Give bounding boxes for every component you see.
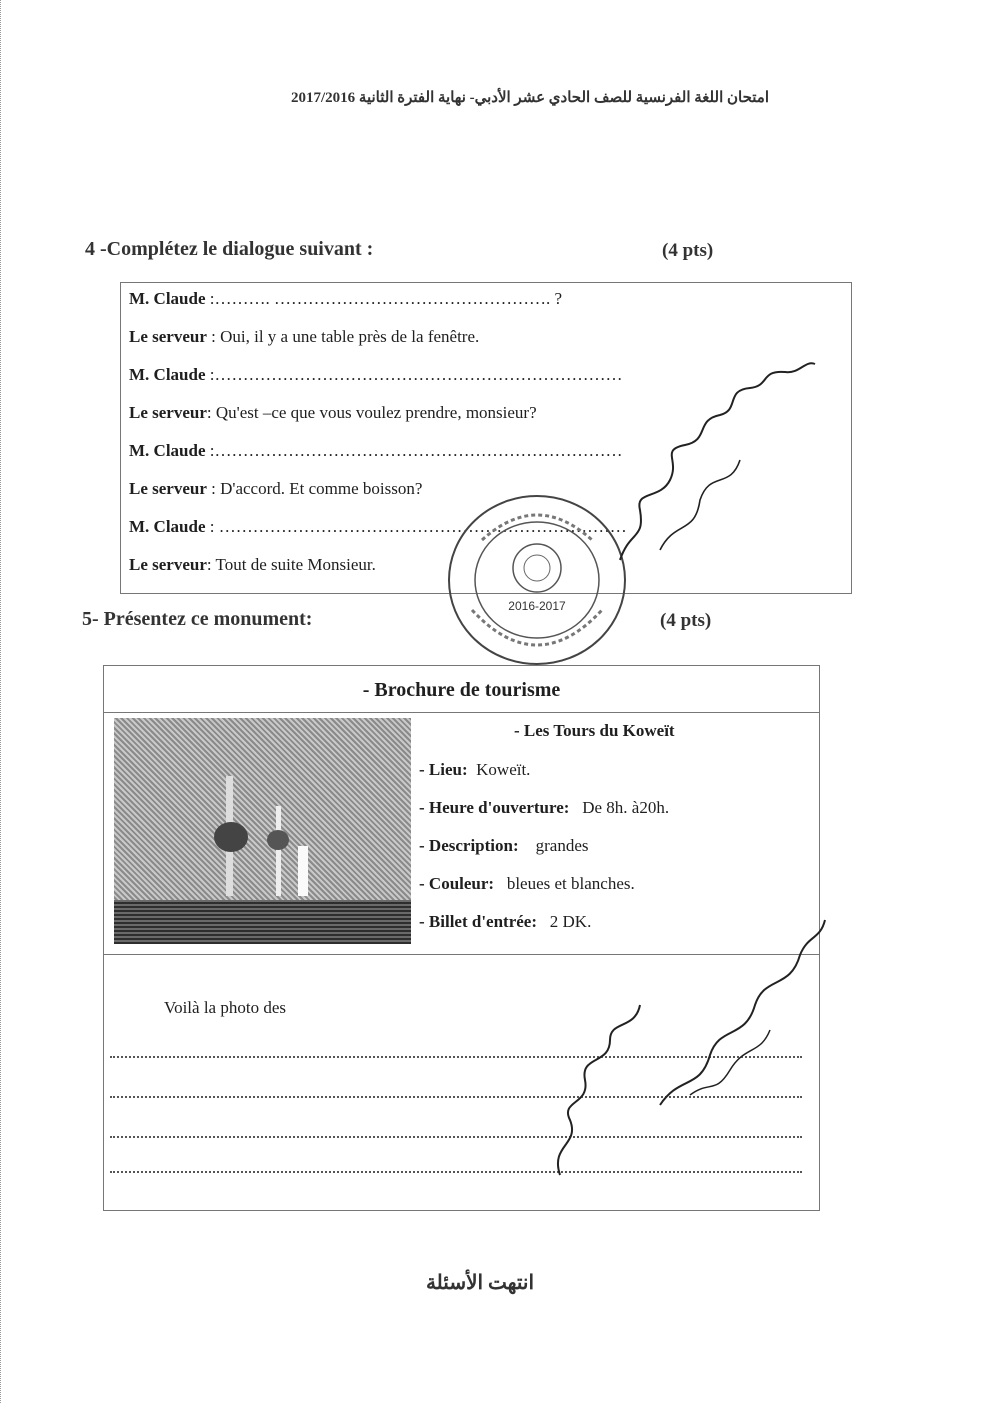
detail-value: 2 DK. (549, 912, 592, 931)
dialogue-text: :……………………………………………………………… (205, 441, 623, 460)
brochure-title: - Brochure de tourisme (104, 666, 819, 713)
dialogue-text: : Qu'est –ce que vous voulez prendre, monsieur? (206, 403, 537, 422)
dialogue-line (129, 365, 622, 385)
speaker: Le serveur (129, 479, 207, 498)
dialogue-line (129, 479, 422, 499)
dialogue-text: :………. …………………………………………. ? (205, 289, 563, 308)
speaker: M. Claude (129, 289, 206, 308)
dialogue-text: : Tout de suite Monsieur. (206, 555, 376, 574)
handwritten-signature (540, 905, 840, 1195)
detail-label: - Description: (419, 836, 519, 855)
detail-line (419, 836, 589, 856)
question-4-title: 4 -Complétez le dialogue suivant : (85, 238, 374, 260)
dialogue-line (129, 403, 537, 423)
speaker: M. Claude (129, 365, 206, 384)
tower-sphere (267, 830, 289, 850)
dialogue-text: : Oui, il y a une table près de la fenêtre. (206, 327, 480, 346)
monument-name: - Les Tours du Koweït (514, 721, 675, 740)
dialogue-line (129, 441, 622, 461)
monument-photo (114, 718, 411, 944)
question-5-title: 5- Présentez ce monument: (82, 608, 313, 630)
page-edge (0, 0, 4, 1403)
detail-value: grandes (535, 836, 589, 855)
detail-line (419, 760, 530, 780)
sea (114, 900, 411, 944)
speaker: Le serveur (129, 555, 207, 574)
dialogue-text: :……………………………………………………………… (205, 365, 623, 384)
question-5-points: (4 pts) (660, 610, 712, 631)
tower-sphere (214, 822, 248, 852)
dialogue-text: : D'accord. Et comme boisson? (206, 479, 423, 498)
speaker: M. Claude (129, 517, 206, 536)
speaker: Le serveur (129, 403, 207, 422)
answer-lead-text: Voilà la photo des (164, 998, 286, 1017)
question-4-points: (4 pts) (662, 240, 714, 261)
exam-header: امتحان اللغة الفرنسية للصف الحادي عشر الأدبي- نهاية الفترة الثانية 2017/2016 (291, 90, 769, 106)
dialogue-line (129, 555, 376, 575)
tower-shaft (276, 806, 281, 896)
detail-value: De 8h. à20h. (582, 798, 670, 817)
detail-label: - Lieu: (419, 760, 468, 779)
dialogue-line (129, 289, 562, 309)
speaker: Le serveur (129, 327, 207, 346)
handwritten-signature (600, 350, 840, 580)
detail-value: bleues et blanches. (506, 874, 635, 893)
detail-label: - Heure d'ouverture: (419, 798, 570, 817)
footer-end-note: انتهت الأسئلة (425, 1272, 535, 1294)
dialogue-text: : ……………………………………………………………… (205, 517, 627, 536)
speaker: M. Claude (129, 441, 206, 460)
detail-line (419, 798, 669, 818)
detail-value: Koweït. (476, 760, 531, 779)
detail-label: - Billet d'entrée: (419, 912, 538, 931)
dialogue-line (129, 327, 479, 347)
tower-shaft (298, 846, 308, 896)
detail-line (419, 874, 635, 894)
detail-label: - Couleur: (419, 874, 495, 893)
stamp-year: 2016-2017 (508, 599, 566, 613)
